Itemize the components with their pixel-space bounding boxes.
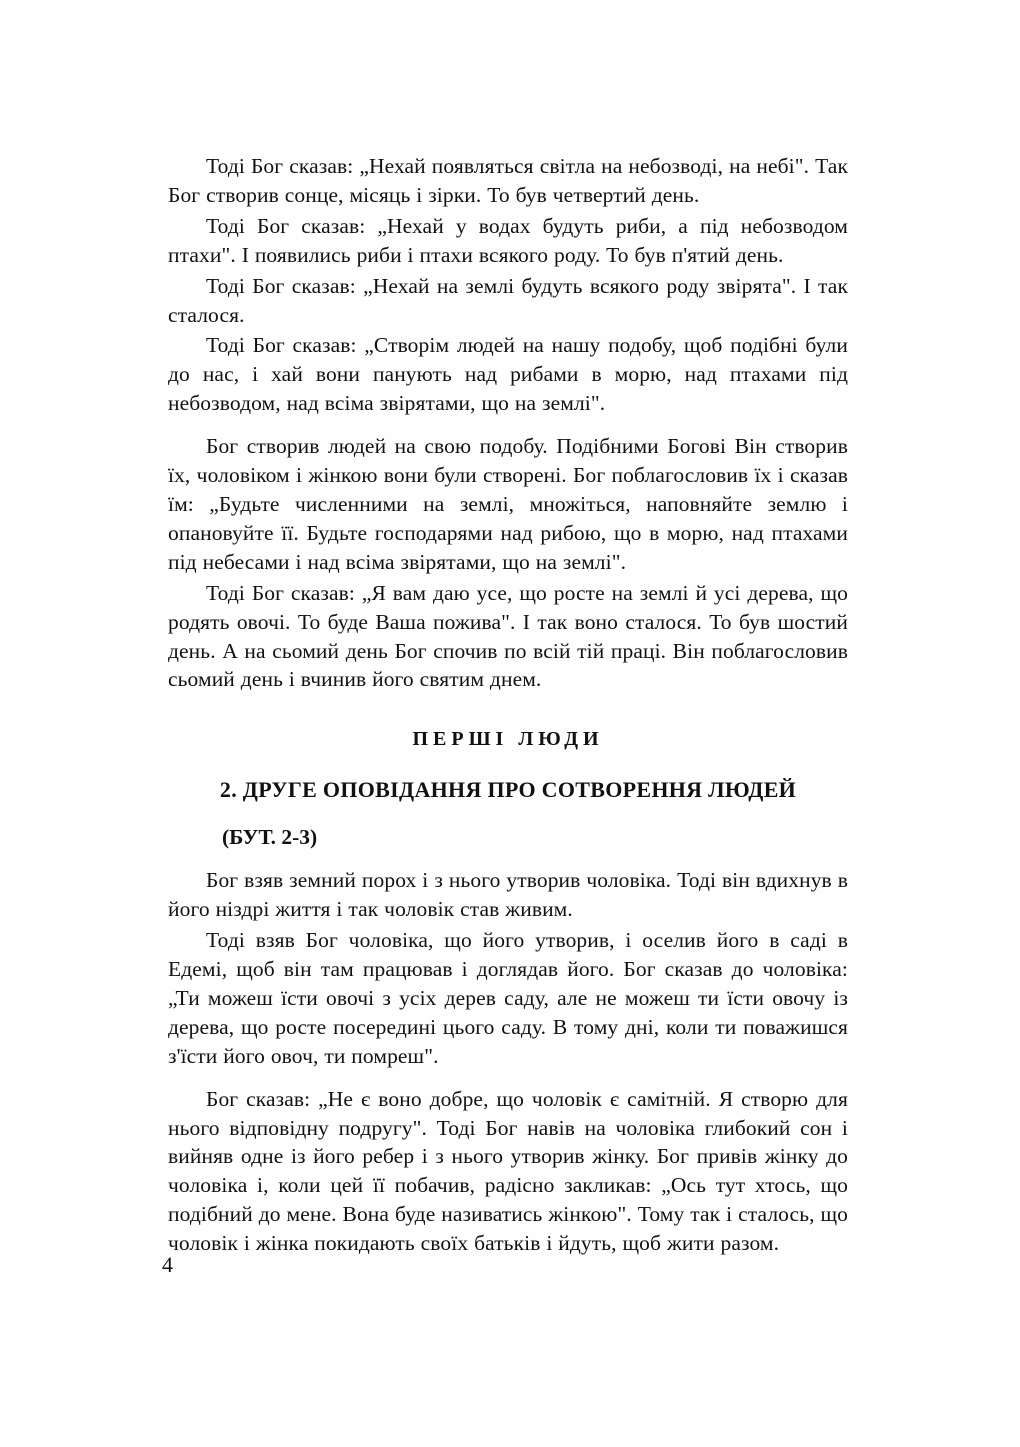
paragraph: Тоді Бог сказав: „Я вам даю усе, що росте на землі й усі дерева, що родять овочі. То буде Ваша пожива". І так воно сталося. То був шостий день. А на сьомий день Бог спочив по всій тій праці. Він поблагословив сьомий день і вчинив його святим днем. [168, 580, 848, 692]
paragraph: Тоді Бог сказав: „Нехай появляться світла на небозводі, на небі". Так Бог створив сонце, місяць і зірки. То був четвертий день. [168, 154, 848, 207]
scripture-reference: (БУТ. 2-3) [222, 825, 318, 850]
paragraph: Тоді взяв Бог чоловіка, що його утворив, і оселив його в саді в Едемі, щоб він там працював і доглядав його. Бог сказав до чоловіка: „Ти можеш їсти овочі з усіх дерев саду, але не можеш ти їсти овочу із дерева, що росте посередині цього саду. В тому дні, коли ти поважишся з'їсти його овоч, ти помреш". [168, 928, 848, 1068]
paragraph: Тоді Бог сказав: „Нехай на землі будуть всякого роду звірята". І так сталося. [168, 273, 848, 327]
subsection-heading: 2. ДРУГЕ ОПОВІДАННЯ ПРО СОТВОРЕННЯ ЛЮДЕЙ [219, 777, 797, 803]
paragraph: Бог взяв земний порох і з нього утворив чоловіка. Тоді він вдихнув в його ніздрі життя і так чоловік став живим. [168, 868, 848, 922]
page-number: 4 [162, 1252, 173, 1277]
section-heading: ПЕРШІ ЛЮДИ [412, 728, 604, 751]
paragraph: Бог створив людей на свою подобу. Подібними Богові Він створив їх, чоловіком і жінкою вони були створені. Бог поблагословив їх і сказав їм: „Будьте численними на землі, множіться, наповняйте землю і опановуйте її. Будьте господарями над рибою, що в морю, над птахами під небесами і над всіма звірятами, що на землі". [168, 434, 848, 574]
paragraph: Тоді Бог сказав: „Створім людей на нашу подобу, щоб подібні були до нас, і хай вони панують над рибами в морю, над птахами під небозводом, над всіма звірятами, що на землі". [168, 333, 848, 416]
paragraph: Бог сказав: „Не є воно добре, що чоловік є самітній. Я створю для нього відповідну подругу". Тоді Бог навів на чоловіка глибокий сон і вийняв одне із його ребер і з нього утворив жінку. Бог привів жінку до чоловіка і, коли цей її побачив, радісно закликав: „Ось тут хтось, що подібний до мене. Вона буде називатись жінкою". Тому так і сталось, що чоловік і жінка покидають своїх батьків і йдуть, щоб жити разом. [168, 1086, 848, 1256]
page-body [168, 152, 848, 1260]
paragraph: Тоді Бог сказав: „Нехай у водах будуть риби, а під небозводом птахи". І появились риби і птахи всякого роду. То був п'ятий день. [168, 213, 848, 267]
